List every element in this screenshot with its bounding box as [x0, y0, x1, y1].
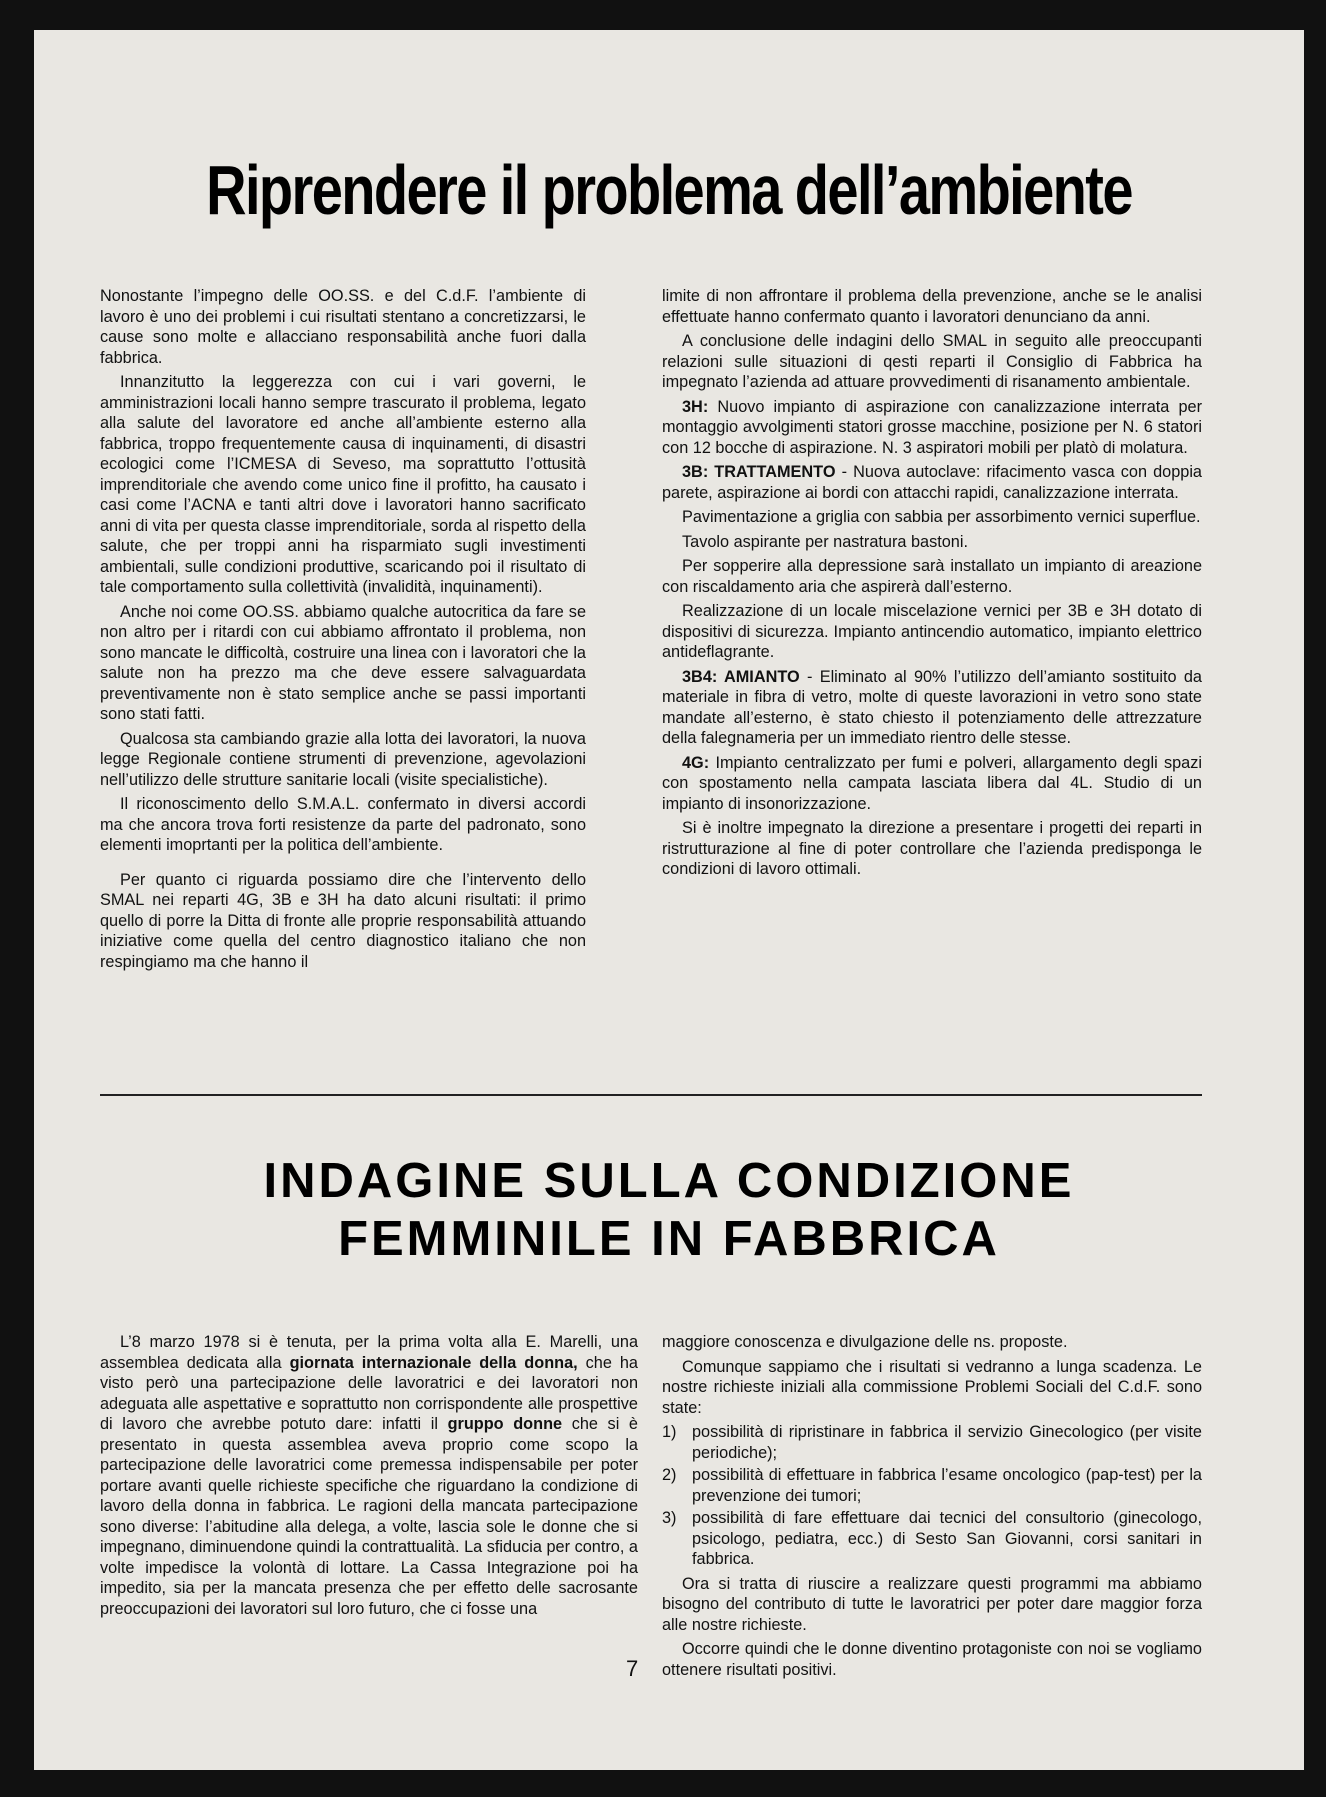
list-item	[662, 1508, 1202, 1570]
paragraph-text: Nuovo impianto di aspirazione con canalizzazione interrata per montaggio avvolgimenti statori grosse macchine, posizione per N. 6 statori con 12 bocche di aspirazione. N. 3 aspiratori mobili per platò di molatura.	[662, 397, 1203, 457]
text-run: L’8 marzo 1978 si è tenuta, per la prima volta alla E. Marelli, una assemblea dedicata alla	[100, 1333, 638, 1372]
article2-column-1	[100, 1332, 638, 1623]
list-text: possibilità di effettuare in fabbrica l’esame oncologico (pap-test) per la prevenzione dei tumori;	[692, 1466, 1202, 1505]
paragraph-label: 4G:	[682, 753, 710, 772]
paragraph-text: - Eliminato al 90% l’utilizzo dell’amianto sostituito da materiale in fibra di vetro, molte di queste lavorazioni in vetro sono state mandate all’esterno, è stato chiesto il potenziamento delle attrezzature della falegnameria per un immediato rientro delle stesse.	[662, 667, 1202, 747]
headline-line-1: INDAGINE SULLA CONDIZIONE	[263, 1154, 1075, 1208]
paragraph	[662, 507, 1202, 528]
paragraph	[662, 462, 1202, 503]
paragraph-text: Pavimentazione a griglia con sabbia per assorbimento vernici superflue.	[682, 508, 1201, 526]
list-number: 1)	[662, 1423, 677, 1441]
list-number: 2)	[662, 1466, 677, 1484]
paragraph: maggiore conoscenza e divulgazione delle ns. proposte.	[662, 1333, 1068, 1351]
paragraph-text: Per sopperire alla depressione sarà installato un impianto di areazione con riscaldamento aria che aspirerà dall’esterno.	[662, 557, 1202, 596]
paragraph: Innanzitutto la leggerezza con cui i vari governi, le amministrazioni locali hanno sempre trascurato il problema, legato alla salute del lavoratore ed anche all’ambiente esterno alla fabbrica, troppo frequentemente causa di inquinamenti, di disastri ecologici come l’ICMESA di Seveso, ma soprattutto l’ottusità imprenditoriale che avendo come unico fine il profitto, ha causato i casi come l’ACNA e tanti altri dove i lavoratori hanno sacrificato anni di vita per questa classe imprenditoriale, sorda al rispetto della salute, che per troppi anni ha risparmiato sugli investimenti ambientali, sulle condizioni produttive, scaricando poi il risultato di tale comportamento sulla collettività (invalidità, inquinamenti).	[100, 373, 586, 596]
paragraph-text: Impianto centralizzato per fumi e polveri, allargamento degli spazi con spostamento nella campata lasciata libera dal 4L. Studio di un impianto di insonorizzazione.	[662, 753, 1202, 813]
paragraph-label: 3B4: AMIANTO	[682, 667, 800, 686]
bold-run: gruppo donne	[447, 1415, 563, 1433]
page-number: 7	[626, 1656, 639, 1681]
paragraph	[662, 753, 1202, 815]
paragraph	[662, 331, 1202, 393]
article-column-2	[662, 286, 1202, 884]
paragraph	[100, 1332, 638, 1619]
bold-run: giornata internazionale della donna,	[289, 1353, 578, 1372]
paragraph	[662, 601, 1202, 663]
text-run: che si è presentato in questa assemblea aveva proprio come scopo la partecipazione delle lavoratrici come premessa indispensabile per poter portare avanti quelle richieste specifiche che riguardano la condizione di lavoro della donna in fabbrica. Le ragioni della mancata partecipazione sono diverse: l’abitudine alla delega, a volte, lascia sole le donne che si impegnano, diminuendone quindi la contrattualità. La sfiducia per contro, a volte impedisce la volontà di lottare. La Cassa Integrazione poi ha impedito, sia per la mancata presenza che per effetto delle sacrosante preoccupazioni dei lavoratori sul loro futuro, che ci fosse una	[100, 1415, 638, 1618]
paragraph: Comunque sappiamo che i risultati si vedranno a lunga scadenza. Le nostre richieste iniziali alla commissione Problemi Sociali del C.d.F. sono state:	[662, 1357, 1202, 1417]
paragraph: Il riconoscimento dello S.M.A.L. confermato in diversi accordi ma che ancora trova forti resistenze da parte del padronato, sono elementi imoprtanti per la politica dell’ambiente.	[100, 795, 586, 854]
paragraph: Occorre quindi che le donne diventino protagoniste con noi se vogliamo ottenere risultati positivi.	[662, 1640, 1202, 1679]
paragraph	[662, 556, 1202, 597]
article2-column-2	[662, 1332, 1202, 1684]
paragraph-text: - Nuova autoclave: rifacimento vasca con doppia parete, aspirazione ai bordi con attacchi rapidi, canalizzazione interrata.	[662, 463, 1202, 502]
list-item	[662, 1422, 1202, 1463]
article-column-1	[100, 286, 586, 976]
article-headline-2	[94, 1152, 1244, 1268]
headline-line-2: FEMMINILE IN FABBRICA	[338, 1212, 1000, 1266]
paragraph: Nonostante l’impegno delle OO.SS. e del C.d.F. l’ambiente di lavoro è uno dei problemi i cui risultati stentano a concretizzarsi, le cause sono molte e allacciano responsabilità anche fuori dalla fabbrica.	[100, 287, 586, 367]
paragraph-label: 3H:	[682, 397, 709, 416]
paragraph-text: Si è inoltre impegnato la direzione a presentare i progetti dei reparti in ristrutturazione al fine di poter controllare che l’azienda predisponga le condizioni di lavoro ottimali.	[662, 819, 1202, 878]
list-text: possibilità di fare effettuare dai tecnici del consultorio (ginecologo, psicologo, pediatra, ecc.) di Sesto San Giovanni, corsi sanitari in fabbrica.	[692, 1509, 1202, 1568]
magazine-page	[34, 30, 1304, 1770]
paragraph	[662, 667, 1202, 749]
list-item	[662, 1465, 1202, 1506]
article-headline: Riprendere il problema dell’ambiente	[206, 151, 1132, 229]
section-divider	[100, 1094, 1202, 1096]
text-run: che ha visto però una partecipazione delle lavoratrici e dei lavoratori non adeguata alle aspettative e soprattutto non corrispondente alle prospettive di lavoro che avrebbe potuto dare: infatti il	[100, 1353, 638, 1433]
paragraph: Ora si tratta di riuscire a realizzare questi programmi ma abbiamo bisogno del contributo di tutte le lavoratrici per poter dare maggior forza alle nostre richieste.	[662, 1574, 1202, 1634]
paragraph: Per quanto ci riguarda possiamo dire che l’intervento dello SMAL nei reparti 4G, 3B e 3H ha dato alcuni risultati: il primo quello di porre la Ditta di fronte alle proprie responsabilità attuando iniziative come quella del centro diagnostico italiano che non respingiamo ma che hanno il	[100, 870, 586, 971]
paragraph-label: 3B: TRATTAMENTO	[682, 463, 836, 481]
paragraph	[662, 818, 1202, 880]
paragraph	[662, 286, 1202, 327]
list-number: 3)	[662, 1509, 677, 1527]
list-text: possibilità di ripristinare in fabbrica il servizio Ginecologico (per visite periodiche);	[692, 1423, 1202, 1462]
paragraph-text: Tavolo aspirante per nastratura bastoni.	[682, 532, 968, 551]
paragraph-text: A conclusione delle indagini dello SMAL in seguito alle preoccupanti relazioni sulle situazioni di qesti reparti il Consiglio di Fabbrica ha impegnato l’azienda ad attuare provvedimenti di risanamento ambientale.	[662, 332, 1202, 391]
paragraph: Anche noi come OO.SS. abbiamo qualche autocritica da fare se non altro per i ritardi con cui abbiamo affrontato il problema, non sono mancate le difficoltà, costruire una linea con i lavoratori che la salute non ha prezzo ma che deve essere salvaguardata preventivamente non è stato semplice anche se passi importanti sono stati fatti.	[100, 602, 586, 723]
requests-list	[662, 1422, 1202, 1570]
paragraph-text: limite di non affrontare il problema della prevenzione, anche se le analisi effettuate hanno confermato quanto i lavoratori denunciano da anni.	[662, 287, 1202, 326]
paragraph	[662, 532, 1202, 553]
paragraph-text: Realizzazione di un locale miscelazione vernici per 3B e 3H dotato di dispositivi di sicurezza. Impianto antincendio automatico, impianto elettrico antideflagrante.	[662, 602, 1202, 661]
paragraph: Qualcosa sta cambiando grazie alla lotta dei lavoratori, la nuova legge Regionale contiene strumenti di prevenzione, agevolazioni nell’utilizzo delle strutture sanitarie locali (visite specialistiche).	[100, 729, 586, 789]
paragraph	[662, 397, 1202, 459]
